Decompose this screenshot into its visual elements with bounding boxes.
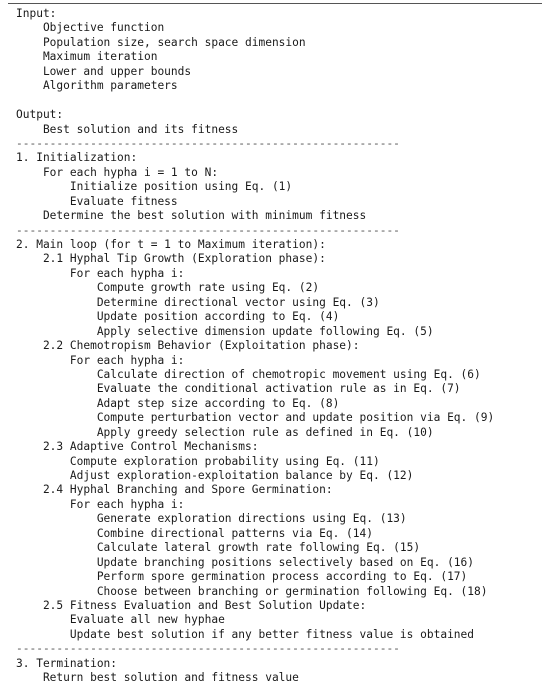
- pseudocode-line: Determine the best solution with minimum fitness: [16, 209, 367, 223]
- pseudocode-line: Perform spore germination process according to Eq. (17): [16, 570, 468, 584]
- pseudocode-line: Maximum iteration: [16, 50, 158, 64]
- pseudocode-line: Input:: [16, 7, 57, 20]
- pseudocode-line: Evaluate fitness: [16, 194, 178, 208]
- pseudocode-line: Lower and upper bounds: [16, 64, 192, 78]
- pseudocode-line: Apply selective dimension update following Eq. (5): [16, 324, 434, 338]
- pseudocode-line: 2. Main loop (for t = 1 to Maximum iteration):: [16, 238, 326, 251]
- pseudocode-line: Calculate direction of chemotropic movement using Eq. (6): [16, 367, 481, 381]
- pseudocode-line: Return best solution and fitness value: [16, 671, 299, 685]
- pseudocode-line: 3. Termination:: [16, 656, 118, 670]
- pseudocode-line: Update best solution if any better fitness value is obtained: [16, 627, 475, 641]
- pseudocode-line: 2.2 Chemotropism Behavior (Exploitation phase):: [16, 339, 360, 353]
- pseudocode-line: Update position according to Eq. (4): [16, 310, 340, 324]
- pseudocode-line: Compute perturbation vector and update position via Eq. (9): [16, 411, 495, 425]
- pseudocode-line: Population size, search space dimension: [16, 35, 306, 49]
- pseudocode-line: Update branching positions selectively based on Eq. (16): [16, 555, 475, 569]
- pseudocode-line: Calculate lateral growth rate following Eq. (15): [16, 541, 421, 555]
- pseudocode-line: Objective function: [16, 21, 165, 35]
- section-divider: ---------------------------------------------------------: [16, 223, 400, 237]
- pseudocode-line: For each hypha i:: [16, 266, 185, 280]
- pseudocode-line: Apply greedy selection rule as defined in Eq. (10): [16, 425, 434, 439]
- pseudocode-line: Initialize position using Eq. (1): [16, 180, 293, 194]
- pseudocode-line: Choose between branching or germination following Eq. (18): [16, 584, 488, 598]
- pseudocode-line: Evaluate the conditional activation rule as in Eq. (7): [16, 382, 461, 396]
- pseudocode-line: Generate exploration directions using Eq. (13): [16, 512, 407, 526]
- section-divider: ---------------------------------------------------------: [16, 136, 400, 150]
- pseudocode-line: 2.5 Fitness Evaluation and Best Solution Update:: [16, 598, 367, 612]
- pseudocode-line: Best solution and its fitness: [16, 122, 239, 136]
- pseudocode-line: Output:: [16, 108, 64, 122]
- pseudocode-line: Combine directional patterns via Eq. (14): [16, 526, 373, 540]
- pseudocode-line: Compute growth rate using Eq. (2): [16, 281, 320, 295]
- pseudocode-line: Adjust exploration-exploitation balance by Eq. (12): [16, 469, 414, 482]
- pseudocode-line: Algorithm parameters: [16, 79, 178, 93]
- pseudocode-line: For each hypha i:: [16, 497, 185, 511]
- pseudocode-line: For each hypha i = 1 to N:: [16, 165, 219, 179]
- pseudocode-line: Evaluate all new hyphae: [16, 613, 225, 627]
- top-rule: [8, 3, 542, 4]
- pseudocode-line: Compute exploration probability using Eq. (11): [16, 454, 380, 468]
- pseudocode-line: Adapt step size according to Eq. (8): [16, 396, 340, 410]
- pseudocode-block: [16, 7, 494, 686]
- pseudocode-line: 2.3 Adaptive Control Mechanisms:: [16, 440, 259, 454]
- pseudocode-line: 2.4 Hyphal Branching and Spore Germination:: [16, 483, 333, 497]
- pseudocode-line: 1. Initialization:: [16, 151, 138, 165]
- pseudocode-line: Determine directional vector using Eq. (3): [16, 295, 380, 309]
- blank-line: [16, 94, 494, 108]
- section-divider: ---------------------------------------------------------: [16, 642, 400, 656]
- pseudocode-line: For each hypha i:: [16, 353, 185, 367]
- pseudocode-line: 2.1 Hyphal Tip Growth (Exploration phase):: [16, 252, 326, 266]
